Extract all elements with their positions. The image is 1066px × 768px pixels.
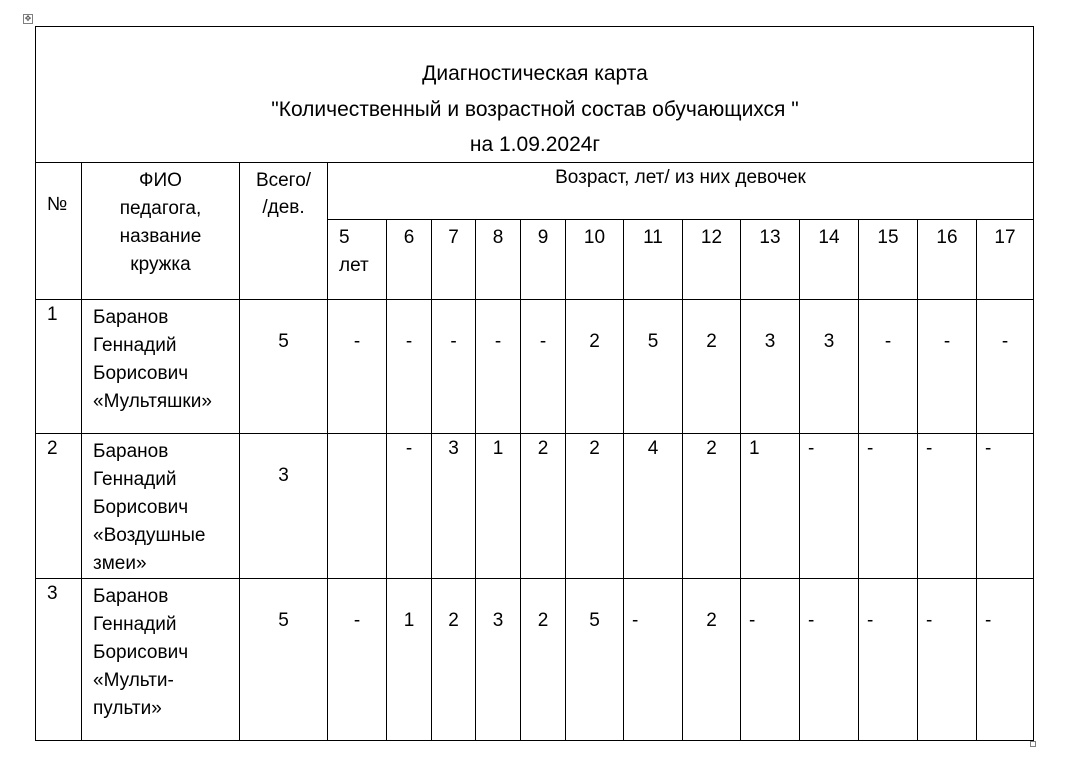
age-header-8: 8 <box>476 220 521 300</box>
row-value: - <box>328 300 387 434</box>
row-value: 1 <box>476 434 521 579</box>
row-value: 2 <box>683 434 741 579</box>
row-total: 5 <box>240 579 328 741</box>
row-value: 1 <box>387 579 432 741</box>
age-header-5: 5 лет <box>328 220 387 300</box>
row-value: 2 <box>432 579 476 741</box>
age-header-7: 7 <box>432 220 476 300</box>
row-value: - <box>918 300 977 434</box>
row-value: 2 <box>683 579 741 741</box>
row-index: 2 <box>36 434 82 579</box>
row-value: - <box>918 434 977 579</box>
row-value: - <box>741 579 800 741</box>
row-value: - <box>977 579 1034 741</box>
age-header-10: 10 <box>566 220 624 300</box>
row-value: - <box>476 300 521 434</box>
age-header-15: 15 <box>859 220 918 300</box>
header-num: № <box>36 163 82 300</box>
title-line-1: Диагностическая карта <box>422 62 648 85</box>
row-value: 3 <box>432 434 476 579</box>
row-value: 5 <box>624 300 683 434</box>
title-line-2: "Количественный и возрастной состав обучающихся " <box>271 98 799 121</box>
row-value: - <box>328 579 387 741</box>
row-value: - <box>859 579 918 741</box>
table-row <box>36 300 1034 434</box>
row-total: 5 <box>240 300 328 434</box>
row-value: 2 <box>521 579 566 741</box>
title-cell <box>36 27 1034 163</box>
row-value: - <box>800 434 859 579</box>
table-move-handle-icon[interactable]: ✥ <box>24 14 32 23</box>
row-index: 1 <box>36 300 82 434</box>
row-value <box>328 434 387 579</box>
table-resize-handle-icon[interactable] <box>1030 741 1036 747</box>
row-value: 2 <box>521 434 566 579</box>
age-header-17: 17 <box>977 220 1034 300</box>
row-value: 2 <box>566 300 624 434</box>
row-value: 3 <box>800 300 859 434</box>
row-value: - <box>521 300 566 434</box>
row-value: - <box>387 434 432 579</box>
row-value: - <box>918 579 977 741</box>
table-row <box>36 579 1034 741</box>
age-header-11: 11 <box>624 220 683 300</box>
row-value: 4 <box>624 434 683 579</box>
row-index: 3 <box>36 579 82 741</box>
row-value: 2 <box>566 434 624 579</box>
row-value: 3 <box>476 579 521 741</box>
diagnostic-table <box>35 26 1034 741</box>
row-value: - <box>859 434 918 579</box>
row-total: 3 <box>240 434 328 579</box>
row-fio: Баранов Геннадий Борисович «Воздушные змеи» <box>82 434 240 579</box>
age-header-6: 6 <box>387 220 432 300</box>
age-header-12: 12 <box>683 220 741 300</box>
row-value: 5 <box>566 579 624 741</box>
row-value: 3 <box>741 300 800 434</box>
age-header-16: 16 <box>918 220 977 300</box>
row-value: - <box>624 579 683 741</box>
row-value: - <box>432 300 476 434</box>
row-value: - <box>977 434 1034 579</box>
row-value: - <box>387 300 432 434</box>
age-header-13: 13 <box>741 220 800 300</box>
header-age-group: Возраст, лет/ из них девочек <box>328 163 1034 220</box>
row-value: 2 <box>683 300 741 434</box>
row-value: - <box>800 579 859 741</box>
table-row <box>36 434 1034 579</box>
row-fio: Баранов Геннадий Борисович «Мульти- пульти» <box>82 579 240 741</box>
row-fio: Баранов Геннадий Борисович «Мультяшки» <box>82 300 240 434</box>
age-header-14: 14 <box>800 220 859 300</box>
row-value: - <box>859 300 918 434</box>
header-fio: ФИО педагога, название кружка <box>82 163 240 300</box>
header-total: Всего/ /дев. <box>240 163 328 300</box>
row-value: - <box>977 300 1034 434</box>
age-header-9: 9 <box>521 220 566 300</box>
row-value: 1 <box>741 434 800 579</box>
title-line-3: на 1.09.2024г <box>469 133 601 156</box>
